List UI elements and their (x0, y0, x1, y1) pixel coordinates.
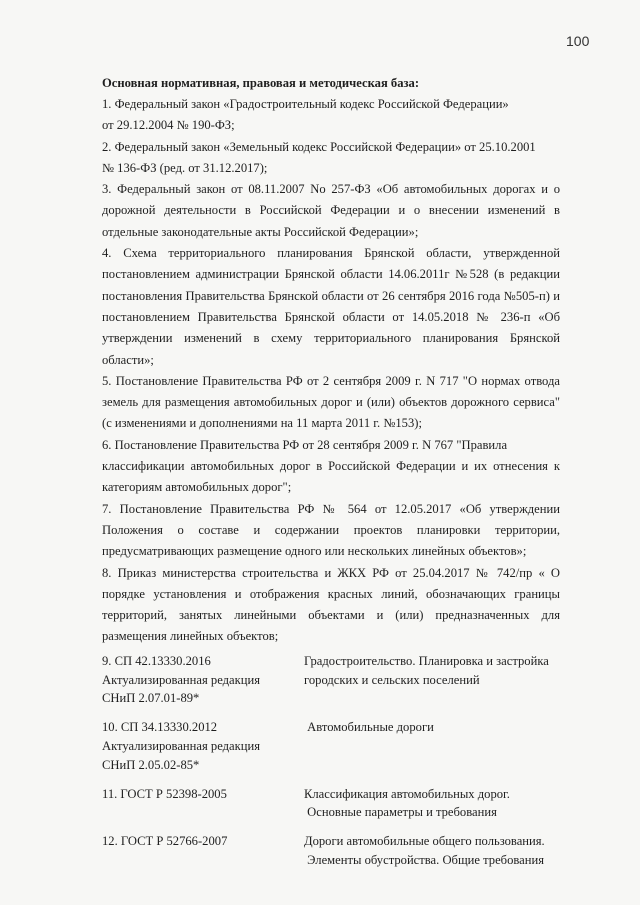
document-body (102, 73, 560, 880)
item-2 (102, 137, 560, 180)
standard-code-line: СНиП 2.07.01-89* (102, 691, 200, 706)
standard-code (102, 832, 304, 870)
standard-title-line: Автомобильные дороги (304, 720, 434, 735)
item-4: 4. Схема территориального планирования Брянской области, утвержденной постановлением администрации Брянской области 14.06.2011г №528 (в редакции постановления Правительства Брянской области от 26 сентября 2016 года №505-п) и постановлением Правительства Брянской области от 14.05.2018 № 236-п «Об утверждении изменений в схему территориального планирования Брянской области»; (102, 246, 560, 367)
standard-title (304, 718, 560, 774)
standard-title (304, 832, 560, 870)
standard-code-line: Актуализированная редакция (102, 738, 261, 753)
item-1-line-2: от 29.12.2004 № 190-ФЗ; (102, 118, 235, 133)
standard-code-line: 9. СП 42.13330.2016 (102, 653, 211, 668)
standard-row-9 (102, 652, 560, 708)
item-1 (102, 94, 560, 137)
standards-table (102, 652, 560, 870)
item-2-line-2: № 136-ФЗ (ред. от 31.12.2017); (102, 160, 268, 175)
section-heading: Основная нормативная, правовая и методическая база: (102, 76, 420, 90)
standard-row-10 (102, 718, 560, 774)
standard-code-line: 10. СП 34.13330.2012 (102, 720, 218, 735)
standard-title-line: Элементы обустройства. Общие требования (304, 852, 545, 867)
item-6-line-1: 6. Постановление Правительства РФ от 28 сентября 2009 г. N 767 "Правила (102, 437, 508, 452)
page-number: 100 (566, 33, 590, 49)
standard-title-line: Дороги автомобильные общего пользования. (304, 834, 545, 849)
item-6 (102, 435, 560, 499)
standard-code-line: СНиП 2.05.02-85* (102, 757, 200, 772)
standard-row-11 (102, 785, 560, 823)
standard-title-line: Основные параметры и требования (304, 805, 497, 820)
standard-title-line: Градостроительство. Планировка и застройка (304, 653, 549, 668)
item-1-line-1: 1. Федеральный закон «Градостроительный кодекс Российской Федерации» (102, 97, 509, 111)
standard-title (304, 652, 560, 708)
standard-title (304, 785, 560, 823)
item-5: 5. Постановление Правительства РФ от 2 сентября 2009 г. N 717 "О нормах отвода земель для размещения автомобильных дорог и (или) объектов дорожного сервиса" (с изменениями и дополнениями на 11 марта 2011 г. №153); (102, 373, 560, 431)
item-3: 3. Федеральный закон от 08.11.2007 No 257-ФЗ «Об автомобильных дорогах и о дорожной деятельности в Российской Федерации и о внесении изменений в отдельные законодательные акты Российской Федерации»; (102, 182, 560, 239)
item-6-line-2: классификации автомобильных дорог в Российской Федерации и их отнесения к категориям автомобильных дорог"; (102, 459, 560, 495)
standard-title-line: городских и сельских поселений (304, 672, 480, 687)
standard-code (102, 785, 304, 823)
standard-code (102, 718, 304, 774)
standard-code-line: 11. ГОСТ Р 52398-2005 (102, 786, 227, 801)
standard-row-12 (102, 832, 560, 870)
standard-title-line: Классификация автомобильных дорог. (304, 786, 510, 801)
item-8: 8. Приказ министерства строительства и ЖКХ РФ от 25.04.2017 № 742/пр « О порядке установления и отображения красных линий, обозначающих границы территорий, занятых линейными объектами и (или) предназначенных для размещения линейных объектов; (102, 565, 560, 644)
item-7: 7. Постановление Правительства РФ № 564 от 12.05.2017 «Об утверждении Положения о составе и содержании проектов планировки территории, предусматривающих размещение одного или нескольких линейных объектов»; (102, 501, 560, 559)
standard-code-line: Актуализированная редакция (102, 672, 261, 687)
item-2-line-1: 2. Федеральный закон «Земельный кодекс Российской Федерации» от 25.10.2001 (102, 139, 536, 154)
standard-code (102, 652, 304, 708)
standard-code-line: 12. ГОСТ Р 52766-2007 (102, 834, 228, 849)
